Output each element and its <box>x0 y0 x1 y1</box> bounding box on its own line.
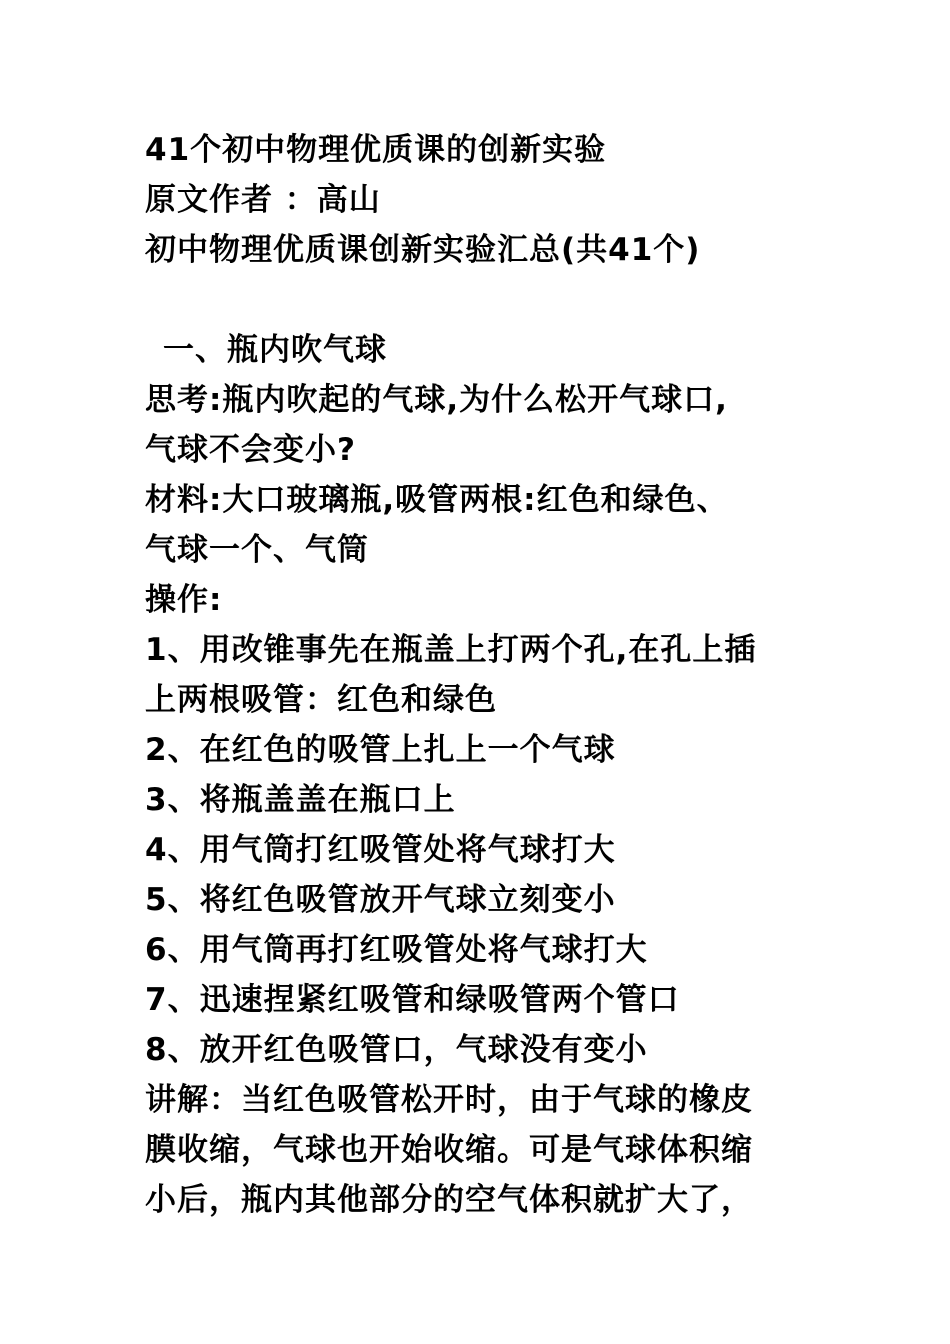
step-line: 8、放开红色吸管口，气球没有变小 <box>145 1032 648 1068</box>
step-line: 上两根吸管：红色和绿色 <box>145 682 497 718</box>
explanation-line-1: 讲解：当红色吸管松开时，由于气球的橡皮 <box>145 1082 753 1118</box>
explanation-line-2: 膜收缩，气球也开始收缩。可是气球体积缩 <box>145 1132 753 1168</box>
step-line: 1、用改锥事先在瓶盖上打两个孔,在孔上插 <box>145 632 757 668</box>
materials-text-line-1: 材料:大口玻璃瓶,吸管两根:红色和绿色、 <box>145 482 729 518</box>
step-line: 7、迅速捏紧红吸管和绿吸管两个管口 <box>145 982 680 1018</box>
step-line: 2、在红色的吸管上扎上一个气球 <box>145 732 616 768</box>
step-line: 4、用气筒打红吸管处将气球打大 <box>145 832 616 868</box>
explanation-line-3: 小后，瓶内其他部分的空气体积就扩大了， <box>145 1182 753 1218</box>
document-body <box>145 125 825 1225</box>
step-line: 5、将红色吸管放开气球立刻变小 <box>145 882 616 918</box>
step-line: 3、将瓶盖盖在瓶口上 <box>145 782 456 818</box>
step-line: 6、用气筒再打红吸管处将气球打大 <box>145 932 648 968</box>
author-line: 原文作者 ：高山 <box>145 182 381 218</box>
blank-line <box>145 275 825 325</box>
operation-label: 操作: <box>145 582 223 618</box>
document-subtitle: 初中物理优质课创新实验汇总(共41个) <box>145 232 701 268</box>
section-heading: 一、瓶内吹气球 <box>163 332 387 368</box>
think-text-line-2: 气球不会变小? <box>145 432 356 468</box>
think-text-line-1: 思考:瓶内吹起的气球,为什么松开气球口, <box>145 382 728 418</box>
document-title: 41个初中物理优质课的创新实验 <box>145 132 607 168</box>
materials-text-line-2: 气球一个、气筒 <box>145 532 369 568</box>
